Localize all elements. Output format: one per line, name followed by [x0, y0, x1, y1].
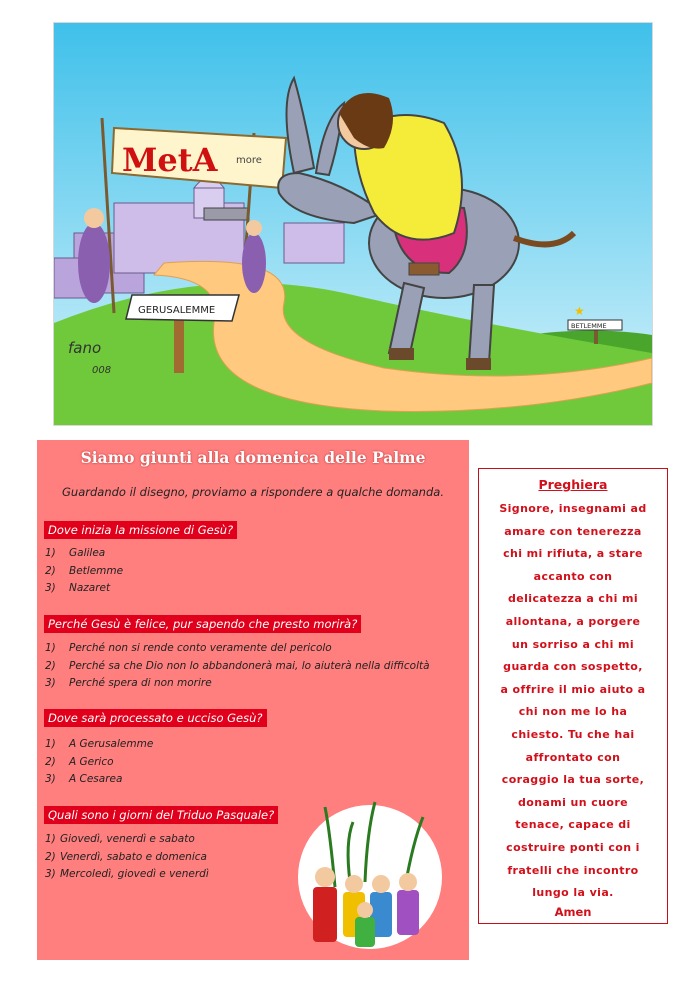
prayer-line: Signore, insegnami ad: [499, 502, 647, 515]
question-4: Quali sono i giorni del Triduo Pasquale?: [44, 806, 278, 824]
answers-4: [45, 831, 209, 884]
answer-item: 3) Perché spera di non morire: [45, 677, 212, 689]
banner-suffix: more: [236, 155, 262, 166]
prayer-line: lungo la via.: [532, 886, 614, 900]
answers-3: [45, 736, 153, 789]
palm-sunday-illustration: [53, 22, 653, 426]
answer-item: 1) Galilea: [45, 547, 106, 559]
answer-item: 3) Mercoledì, giovedì e venerdì: [45, 868, 209, 880]
answer-item: 2) A Gerico: [45, 755, 114, 768]
question-2: Perché Gesù è felice, pur sapendo che presto morirà?: [44, 615, 361, 633]
prayer-line: delicatezza a chi mi: [507, 592, 639, 606]
prayer-text: [479, 498, 667, 905]
prayer-line: affrontato con: [525, 750, 621, 764]
prayer-line: coraggio la tua sorte,: [501, 773, 645, 787]
prayer-line: accanto con: [533, 569, 613, 583]
person-left: [78, 223, 110, 303]
quiz-panel: [37, 440, 469, 960]
person-right: [242, 233, 266, 293]
answer-item: 2) Perché sa che Dio non lo abbandonerà mai, lo aiuterà nella difficoltà: [45, 659, 430, 672]
prayer-line: allontana, a porgere: [505, 614, 641, 628]
prayer-line: chi non me lo ha: [518, 705, 628, 719]
banner-text: MetA: [122, 141, 218, 179]
prayer-line: amare con tenerezza: [504, 524, 642, 538]
prayer-line: tenace, capace di: [515, 818, 631, 832]
prayer-line: fratelli che incontro: [507, 863, 639, 877]
prayer-line: un sorriso a chi mi: [511, 637, 635, 651]
prayer-closing: Amen: [554, 904, 592, 919]
answers-1: [45, 545, 123, 598]
question-3: Dove sarà processato e ucciso Gesù?: [44, 709, 267, 727]
answer-item: 1) Perché non si rende conto veramente del pericolo: [45, 642, 332, 654]
prayer-line: costruire ponti con i: [506, 840, 640, 854]
prayer-line: donami un cuore: [517, 795, 629, 809]
signature: fano: [68, 339, 102, 357]
sign-text: GERUSALEMME: [138, 305, 216, 316]
prayer-line: a offrire il mio aiuto a: [500, 682, 646, 696]
signature-year: 008: [92, 365, 112, 376]
answer-item: 2) Betlemme: [45, 564, 124, 577]
children-palms-illustration: [295, 792, 445, 952]
quiz-title: Siamo giunti alla domenica delle Palme: [80, 448, 426, 467]
answer-item: 1) Giovedì, venerdì e sabato: [45, 833, 195, 845]
answer-item: 3) A Cesarea: [45, 773, 123, 785]
prayer-line: guarda con sospetto,: [503, 660, 643, 674]
prayer-box: [478, 468, 668, 924]
svg-text:★: ★: [574, 304, 585, 318]
prayer-line: chiesto. Tu che hai: [511, 727, 635, 741]
quiz-intro: Guardando il disegno, proviamo a rispondere a qualche domanda.: [62, 485, 444, 499]
far-sign-text: BETLEMME: [571, 322, 607, 330]
answer-item: 1) A Gerusalemme: [45, 738, 154, 750]
question-1: Dove inizia la missione di Gesù?: [44, 521, 237, 539]
answers-2: [45, 640, 430, 693]
prayer-line: chi mi rifiuta, a stare: [503, 547, 643, 561]
answer-item: 2) Venerdì, sabato e domenica: [45, 850, 207, 863]
prayer-title: Preghiera: [538, 477, 608, 492]
answer-item: 3) Nazaret: [45, 582, 111, 594]
